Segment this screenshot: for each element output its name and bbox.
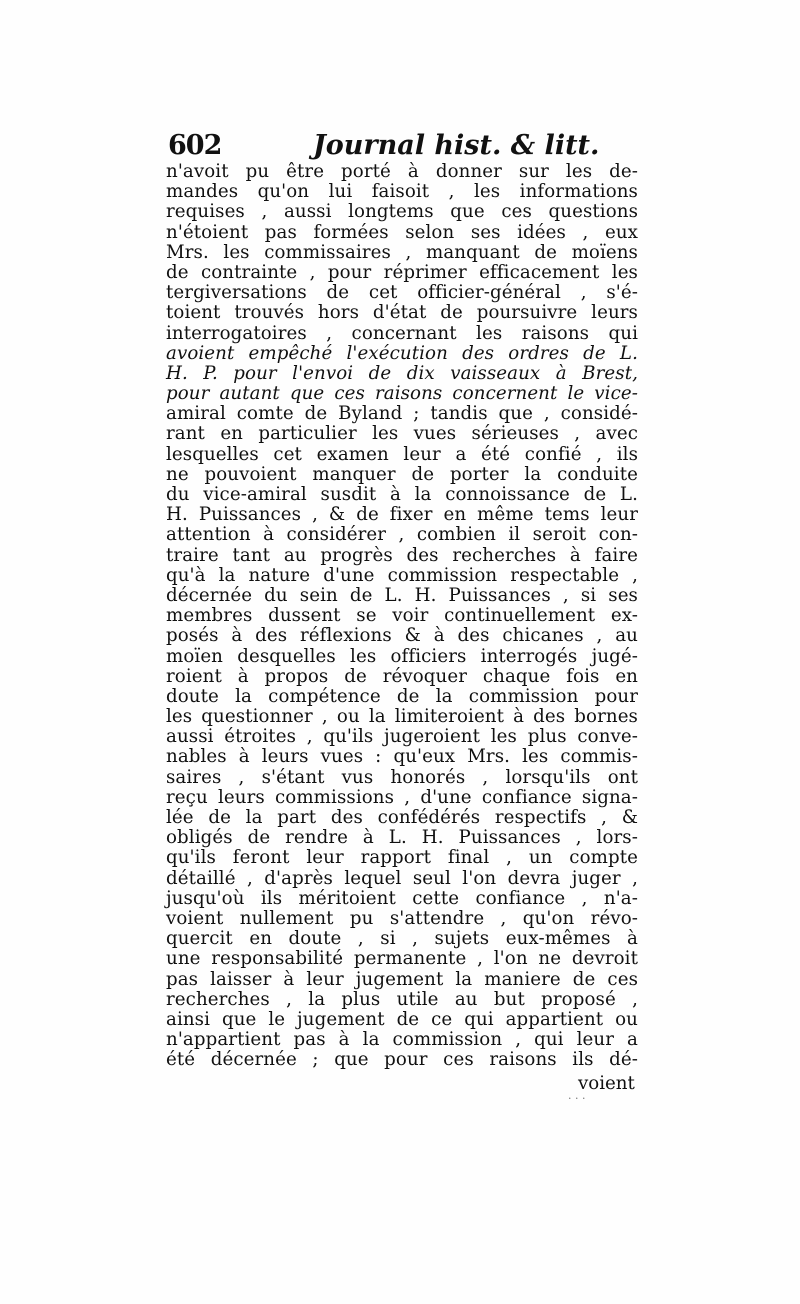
- text-line: les questionner , ou la limiteroient à des bornes: [166, 706, 638, 728]
- text-line: aussi étroites , qu'ils jugeroient les plus conve-: [166, 726, 638, 748]
- text-line: du vice-amiral susdit à la connoissance de L.: [166, 484, 638, 505]
- catchword: voient: [578, 1073, 635, 1094]
- text-line: pas laisser à leur jugement la maniere de ces: [166, 968, 638, 990]
- text-line: toient trouvés hors d'état de poursuivre leurs: [166, 302, 638, 324]
- text-line: recherches , la plus utile au but proposé ,: [166, 988, 638, 1010]
- text-line: qu'ils feront leur rapport final , un compte: [166, 847, 638, 869]
- text-line-italic: H. P. pour l'envoi de dix vaisseaux à Brest,: [166, 362, 638, 384]
- text-line: lesquelles cet examen leur a été confié , ils: [166, 443, 638, 465]
- printer-signature-mark: · · ·: [568, 1092, 586, 1105]
- text-line-italic: pour autant que ces raisons concernent le vice-: [166, 383, 638, 405]
- page-number: 602: [168, 130, 222, 161]
- body-text: [166, 162, 638, 1070]
- text-line: posés à des réflexions & à des chicanes , au: [166, 625, 638, 647]
- text-line: traire tant au progrès des recherches à faire: [166, 544, 638, 566]
- text-line: moïen desquelles les officiers interrogés jugé-: [166, 645, 638, 667]
- text-line: obligés de rendre à L. H. Puissances , lors-: [166, 827, 638, 849]
- text-line: membres dussent se voir continuellement ex-: [166, 605, 638, 627]
- text-line: H. Puissances , & de fixer en même tems leur: [166, 504, 638, 526]
- text-line: tergiversations de cet officier-général , s'é-: [166, 282, 638, 304]
- text-line: jusqu'où ils méritoient cette confiance , n'a-: [166, 887, 638, 909]
- text-line: amiral comte de Byland ; tandis que , considé-: [166, 403, 638, 425]
- text-line: doute la compétence de la commission pour: [166, 685, 638, 707]
- text-line: nables à leurs vues : qu'eux Mrs. les commis-: [166, 746, 638, 768]
- text-line: interrogatoires , concernant les raisons qui: [166, 322, 638, 344]
- text-line: voient nullement pu s'attendre , qu'on révo-: [166, 907, 638, 929]
- text-line: roient à propos de révoquer chaque fois en: [166, 665, 638, 687]
- text-line: décernée du sein de L. H. Puissances , si ses: [166, 584, 638, 606]
- text-line: requises , aussi longtems que ces questions: [166, 201, 638, 223]
- text-line: ainsi que le jugement de ce qui appartient ou: [166, 1008, 638, 1030]
- text-line: été décernée ; que pour ces raisons ils dé-: [166, 1049, 638, 1071]
- text-line: de contrainte , pour réprimer efficacement les: [166, 261, 638, 283]
- text-line: n'avoit pu être porté à donner sur les de-: [166, 161, 638, 182]
- text-line: mandes qu'on lui faisoit , les informations: [166, 181, 638, 203]
- text-line: une responsabilité permanente , l'on ne devroit: [166, 948, 638, 970]
- text-line: Mrs. les commissaires , manquant de moïens: [166, 241, 638, 263]
- text-line: lée de la part des confédérés respectifs , &: [166, 807, 638, 828]
- text-line: n'étoient pas formées selon ses idées , eux: [166, 221, 638, 243]
- text-line-italic: avoient empêché l'exécution des ordres de L.: [166, 342, 638, 364]
- running-title: Journal hist. & litt.: [313, 130, 600, 161]
- text-line: quercit en doute , si , sujets eux-mêmes à: [166, 928, 638, 950]
- text-line: ne pouvoient manquer de porter la conduite: [166, 463, 638, 485]
- text-line: attention à considérer , combien il seroit con-: [166, 524, 638, 546]
- text-line: rant en particulier les vues sérieuses , avec: [166, 423, 638, 445]
- text-line: qu'à la nature d'une commission respectable ,: [166, 564, 638, 586]
- text-line: détaillé , d'après lequel seul l'on devra juger ,: [166, 867, 638, 889]
- text-line: n'appartient pas à la commission , qui leur a: [166, 1029, 638, 1051]
- text-line: saires , s'étant vus honorés , lorsqu'ils ont: [166, 766, 638, 788]
- text-line: reçu leurs commissions , d'une confiance signa-: [166, 786, 638, 808]
